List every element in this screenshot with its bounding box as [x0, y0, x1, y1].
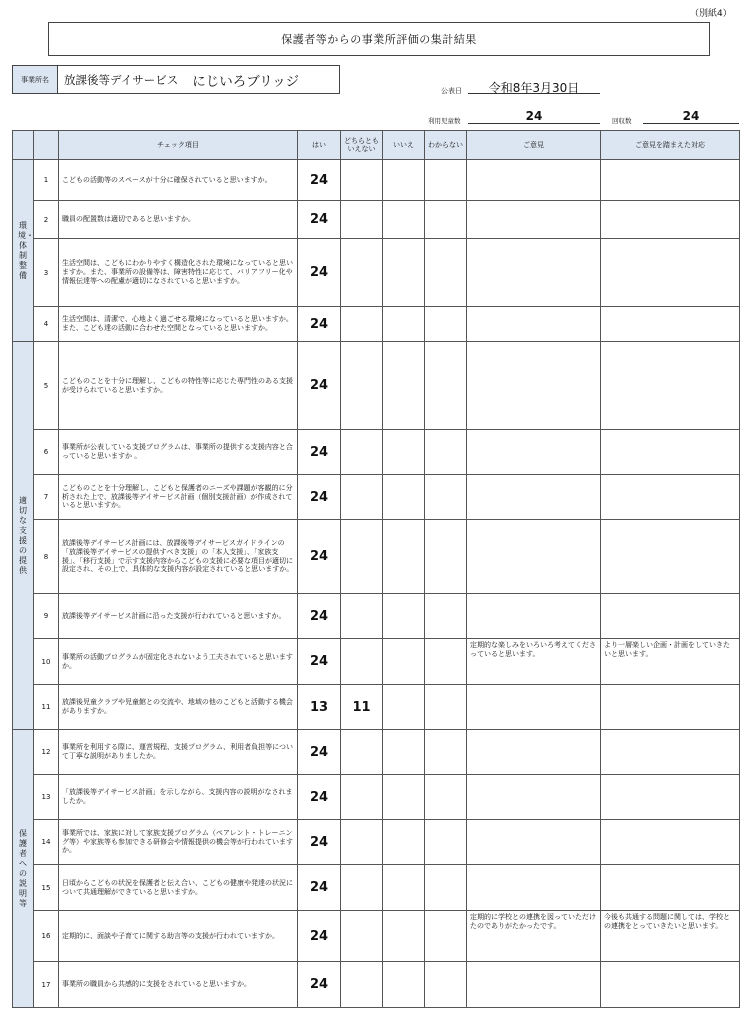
count-yes: 13	[298, 685, 341, 730]
response-text	[601, 730, 740, 775]
response-text	[601, 201, 740, 239]
count-no	[383, 730, 425, 775]
count-unknown	[425, 820, 467, 865]
count-no	[383, 820, 425, 865]
facility-name-part1: 放課後等デイサービス	[64, 72, 179, 87]
response-text	[601, 594, 740, 639]
count-yes: 24	[298, 730, 341, 775]
check-item-text: 事業所の活動プログラムが固定化されないよう工夫されていると思いますか。	[59, 639, 298, 685]
table-row	[13, 160, 740, 201]
category-label: 保護者への説明等	[19, 828, 27, 908]
row-number: 1	[34, 160, 59, 201]
header-response: ご意見を踏まえた対応	[601, 131, 740, 160]
facility-name	[58, 66, 339, 93]
opinion-text	[467, 685, 601, 730]
opinion-text	[467, 201, 601, 239]
table-row	[13, 775, 740, 820]
count-neither	[341, 239, 383, 307]
count-no	[383, 639, 425, 685]
check-item-text: 「放課後等デイサービス計画」を示しながら、支援内容の説明がなされましたか。	[59, 775, 298, 820]
count-yes: 24	[298, 962, 341, 1008]
response-text: より一層楽しい企画・計画をしていきたいと思います。	[601, 639, 740, 685]
response-text	[601, 865, 740, 911]
header-no: いいえ	[383, 131, 425, 160]
count-yes: 24	[298, 594, 341, 639]
count-yes: 24	[298, 475, 341, 520]
count-no	[383, 685, 425, 730]
count-neither	[341, 730, 383, 775]
count-neither	[341, 160, 383, 201]
opinion-text	[467, 520, 601, 594]
check-item-text: 事業所が公表している支援プログラムは、事業所の提供する支援内容と合っていると思いますか 。	[59, 430, 298, 475]
count-no	[383, 430, 425, 475]
row-number: 15	[34, 865, 59, 911]
response-text	[601, 239, 740, 307]
check-item-text: 生活空間は、こどもにわかりやすく構造化された環境になっていると思いますか。また、事業所の設備等は、障害特性に応じて、バリアフリー化や情報伝達等への配慮が適切になされていると思いますか。	[59, 239, 298, 307]
opinion-text	[467, 160, 601, 201]
publication-label: 公表日	[441, 87, 462, 95]
check-item-text: こどものことを十分理解し、こどもと保護者のニーズや課題が客観的に分析された上で、放課後等デイサービス計画（個別支援計画）が作成されていると思いますか。	[59, 475, 298, 520]
count-neither	[341, 307, 383, 342]
opinion-text: 定期的に学校との連携を図っていただけたのでありがたかったです。	[467, 911, 601, 962]
table-row	[13, 520, 740, 594]
row-number: 3	[34, 239, 59, 307]
count-unknown	[425, 201, 467, 239]
check-item-text: 事業所の職員から共感的に支援をされていると思いますか。	[59, 962, 298, 1008]
count-no	[383, 775, 425, 820]
count-no	[383, 201, 425, 239]
category-cell	[13, 160, 34, 342]
publication-date: 令和8年3月30日	[468, 79, 600, 94]
check-item-text: 職員の配置数は適切であると思いますか。	[59, 201, 298, 239]
row-number: 6	[34, 430, 59, 475]
response-text	[601, 342, 740, 430]
header-category-blank	[13, 131, 34, 160]
response-text	[601, 962, 740, 1008]
check-item-text: 定期的に、面談や子育てに関する助言等の支援が行われていますか。	[59, 911, 298, 962]
count-unknown	[425, 430, 467, 475]
count-no	[383, 594, 425, 639]
count-unknown	[425, 865, 467, 911]
table-body	[13, 160, 740, 1008]
header-number-blank	[34, 131, 59, 160]
count-yes: 24	[298, 201, 341, 239]
count-neither	[341, 775, 383, 820]
page-title: 保護者等からの事業所評価の集計結果	[281, 33, 477, 46]
count-unknown	[425, 911, 467, 962]
response-text	[601, 475, 740, 520]
count-unknown	[425, 594, 467, 639]
header-yes: はい	[298, 131, 341, 160]
opinion-text	[467, 307, 601, 342]
count-neither	[341, 865, 383, 911]
table-row	[13, 475, 740, 520]
count-no	[383, 962, 425, 1008]
count-yes: 24	[298, 639, 341, 685]
row-number: 12	[34, 730, 59, 775]
category-cell	[13, 342, 34, 730]
row-number: 9	[34, 594, 59, 639]
row-number: 4	[34, 307, 59, 342]
count-unknown	[425, 730, 467, 775]
count-no	[383, 475, 425, 520]
count-neither	[341, 342, 383, 430]
response-text	[601, 307, 740, 342]
header-neither: どちらとも いえない	[341, 131, 383, 160]
count-neither	[341, 911, 383, 962]
opinion-text	[467, 475, 601, 520]
evaluation-table	[12, 130, 740, 1008]
table-row	[13, 730, 740, 775]
check-item-text: 生活空間は、清潔で、心地よく過ごせる環境になっていると思いますか。また、こども達の活動に合わせた空間となっていると思いますか。	[59, 307, 298, 342]
category-cell	[13, 730, 34, 1008]
opinion-text	[467, 775, 601, 820]
table-header-row	[13, 131, 740, 160]
count-neither	[341, 820, 383, 865]
row-number: 13	[34, 775, 59, 820]
opinion-text: 定期的な楽しみをいろいろ考えてくださっていると思います。	[467, 639, 601, 685]
check-item-text: 事業所では、家族に対して家族支援プログラム（ペアレント・トレーニング等）や家族等も参加できる研修会や情報提供の機会等が行われていますか。	[59, 820, 298, 865]
count-yes: 24	[298, 160, 341, 201]
opinion-text	[467, 865, 601, 911]
row-number: 7	[34, 475, 59, 520]
count-unknown	[425, 307, 467, 342]
responses-count-value: 24	[643, 109, 739, 124]
count-no	[383, 865, 425, 911]
table-row	[13, 639, 740, 685]
users-count-label: 利用児童数	[428, 117, 461, 125]
count-yes: 24	[298, 820, 341, 865]
facility-name-part2: にじいろブリッジ	[192, 73, 300, 90]
table-row	[13, 865, 740, 911]
category-label: 環境・体制整備	[18, 220, 34, 280]
count-no	[383, 520, 425, 594]
count-yes: 24	[298, 239, 341, 307]
responses-count-label: 回収数	[612, 117, 632, 125]
opinion-text	[467, 594, 601, 639]
response-text	[601, 520, 740, 594]
count-yes: 24	[298, 911, 341, 962]
count-neither	[341, 639, 383, 685]
count-no	[383, 911, 425, 962]
count-yes: 24	[298, 865, 341, 911]
count-unknown	[425, 342, 467, 430]
count-unknown	[425, 475, 467, 520]
header-unknown: わからない	[425, 131, 467, 160]
row-number: 17	[34, 962, 59, 1008]
count-no	[383, 239, 425, 307]
page-title-box	[48, 22, 710, 56]
check-item-text: 放課後等デイサービス計画には、放課後等デイサービスガイドラインの「放課後等デイサービスの提供すべき支援」の「本人支援」、「家族支援」、「移行支援」で示す支援内容からこどもの支援に必要な項目が適切に設定され、その上で、具体的な支援内容が設定されていると思いますか。	[59, 520, 298, 594]
count-yes: 24	[298, 520, 341, 594]
opinion-text	[467, 239, 601, 307]
response-text	[601, 775, 740, 820]
check-item-text: 事業所を利用する際に、運営規程、支援プログラム、利用者負担等について丁寧な説明がありましたか。	[59, 730, 298, 775]
facility-label: 事業所名	[13, 66, 58, 93]
count-neither	[341, 201, 383, 239]
count-unknown	[425, 160, 467, 201]
users-count-value: 24	[468, 109, 600, 124]
opinion-text	[467, 962, 601, 1008]
opinion-text	[467, 430, 601, 475]
table-row	[13, 430, 740, 475]
row-number: 11	[34, 685, 59, 730]
count-neither	[341, 430, 383, 475]
row-number: 5	[34, 342, 59, 430]
check-item-text: こどものことを十分に理解し、こどもの特性等に応じた専門性のある支援が受けられていると思いますか。	[59, 342, 298, 430]
count-yes: 24	[298, 775, 341, 820]
count-no	[383, 307, 425, 342]
count-neither	[341, 475, 383, 520]
check-item-text: 放課後児童クラブや児童館との交流や、地域の他のこどもと活動する機会がありますか。	[59, 685, 298, 730]
facility-box	[12, 65, 340, 94]
check-item-text: 日頃からこどもの状況を保護者と伝え合い、こどもの健康や発達の状況について共通理解ができていると思いますか。	[59, 865, 298, 911]
count-unknown	[425, 685, 467, 730]
response-text	[601, 685, 740, 730]
table-row	[13, 962, 740, 1008]
annex-label: （別紙4）	[690, 9, 732, 19]
table-row	[13, 307, 740, 342]
count-unknown	[425, 639, 467, 685]
check-item-text: こどもの活動等のスペースが十分に確保されていると思いますか。	[59, 160, 298, 201]
count-neither	[341, 594, 383, 639]
table-row	[13, 685, 740, 730]
table-row	[13, 342, 740, 430]
row-number: 8	[34, 520, 59, 594]
response-text	[601, 820, 740, 865]
count-unknown	[425, 775, 467, 820]
response-text	[601, 430, 740, 475]
count-yes: 24	[298, 342, 341, 430]
table-row	[13, 201, 740, 239]
header-check-item: チェック項目	[59, 131, 298, 160]
row-number: 14	[34, 820, 59, 865]
count-yes: 24	[298, 307, 341, 342]
count-neither	[341, 520, 383, 594]
count-no	[383, 160, 425, 201]
table-row	[13, 820, 740, 865]
count-yes: 24	[298, 430, 341, 475]
check-item-text: 放課後等デイサービス計画に沿った支援が行われていると思いますか。	[59, 594, 298, 639]
row-number: 10	[34, 639, 59, 685]
count-neither	[341, 962, 383, 1008]
count-unknown	[425, 239, 467, 307]
count-no	[383, 342, 425, 430]
row-number: 16	[34, 911, 59, 962]
category-label: 適切な支援の提供	[19, 495, 27, 575]
count-unknown	[425, 520, 467, 594]
table-row	[13, 594, 740, 639]
table-row	[13, 911, 740, 962]
opinion-text	[467, 342, 601, 430]
count-neither: 11	[341, 685, 383, 730]
table-row	[13, 239, 740, 307]
response-text	[601, 160, 740, 201]
count-unknown	[425, 962, 467, 1008]
opinion-text	[467, 730, 601, 775]
response-text: 今後も共通する問題に関しては、学校との連携をとっていきたいと思います。	[601, 911, 740, 962]
row-number: 2	[34, 201, 59, 239]
opinion-text	[467, 820, 601, 865]
header-opinion: ご意見	[467, 131, 601, 160]
